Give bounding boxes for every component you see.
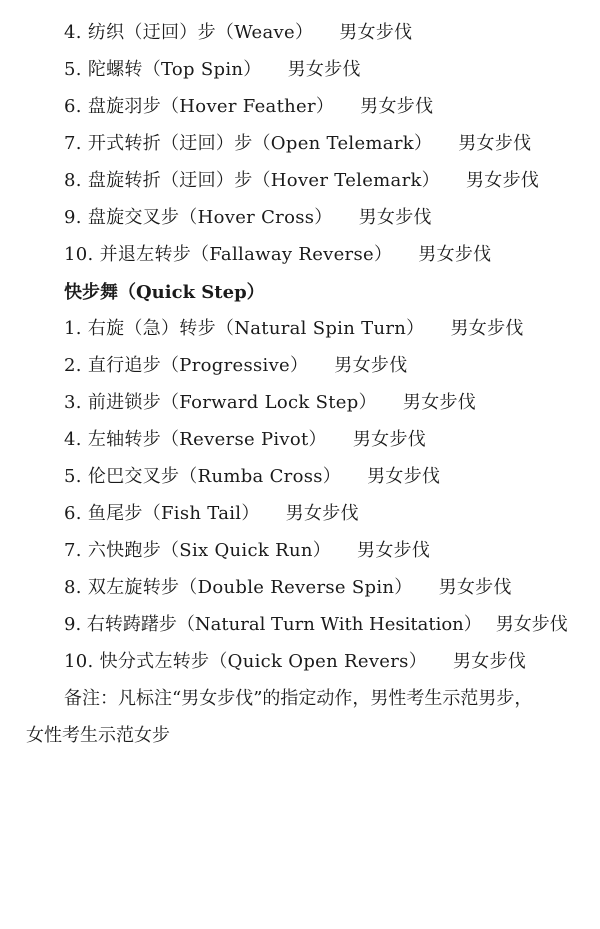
note-line-2: 女性考生示范女步 (26, 725, 170, 746)
item-number: 3. (64, 392, 82, 413)
section-heading: 快步舞（Quick Step） (64, 282, 265, 303)
item-number: 5. (64, 59, 82, 80)
item-number: 5. (64, 466, 82, 487)
item-text: 伦巴交叉步（Rumba Cross） (87, 466, 342, 487)
item-number: 9. (64, 207, 82, 228)
item-text: 六快跑步（Six Quick Run） (87, 540, 332, 561)
list-item (64, 428, 426, 452)
list-item (64, 650, 526, 674)
item-tag: 男女步伐 (418, 244, 492, 265)
item-text: 并退左转步（Fallaway Reverse） (99, 244, 393, 265)
item-number: 4. (64, 22, 82, 43)
item-tag: 男女步伐 (495, 614, 568, 635)
list-item (64, 132, 531, 156)
item-text: 右旋（急）转步（Natural Spin Turn） (87, 318, 425, 339)
item-text: 开式转折（迂回）步（Open Telemark） (87, 133, 433, 154)
list-item (64, 317, 524, 341)
item-tag: 男女步伐 (334, 355, 408, 376)
item-number: 8. (64, 577, 82, 598)
item-text: 陀螺转（Top Spin） (87, 59, 262, 80)
item-tag: 男女步伐 (402, 392, 477, 413)
item-text: 纺织（迂回）步（Weave） (87, 22, 314, 43)
item-number: 6. (64, 96, 82, 117)
item-number: 9. (64, 614, 82, 635)
item-text: 右转踌躇步（Natural Turn With Hesitation） (86, 614, 482, 635)
list-item (64, 391, 476, 415)
list-item (64, 95, 433, 119)
list-item (64, 576, 512, 600)
item-number: 10. (64, 244, 94, 265)
item-tag: 男女步伐 (357, 540, 431, 561)
item-tag: 男女步伐 (458, 133, 532, 154)
list-item (64, 21, 412, 45)
item-tag: 男女步伐 (465, 170, 540, 191)
list-item (64, 539, 430, 563)
item-tag: 男女步伐 (453, 651, 527, 672)
item-number: 6. (64, 503, 82, 524)
list-item (64, 354, 408, 378)
item-tag: 男女步伐 (339, 22, 413, 43)
item-tag: 男女步伐 (450, 318, 524, 339)
list-item (64, 58, 361, 82)
item-tag: 男女步伐 (287, 59, 361, 80)
item-text: 盘旋羽步（Hover Feather） (87, 96, 335, 117)
list-item (64, 169, 539, 193)
item-number: 4. (64, 429, 82, 450)
item-text: 盘旋交叉步（Hover Cross） (87, 207, 333, 228)
list-item (64, 206, 432, 230)
item-number: 8. (64, 170, 82, 191)
item-text: 快分式左转步（Quick Open Revers） (99, 651, 427, 672)
item-text: 双左旋转步（Double Reverse Spin） (87, 577, 413, 598)
item-text: 左轴转步（Reverse Pivot） (87, 429, 327, 450)
item-text: 直行追步（Progressive） (87, 355, 309, 376)
list-item (64, 613, 568, 637)
item-text: 鱼尾步（Fish Tail） (87, 503, 260, 524)
item-text: 前进锁步（Forward Lock Step） (87, 392, 377, 413)
item-tag: 男女步伐 (360, 96, 434, 117)
item-number: 2. (64, 355, 82, 376)
item-tag: 男女步伐 (367, 466, 441, 487)
list-item (64, 243, 491, 267)
item-tag: 男女步伐 (438, 577, 512, 598)
item-tag: 男女步伐 (352, 429, 427, 450)
item-number: 7. (64, 540, 82, 561)
item-number: 7. (64, 133, 82, 154)
item-number: 10. (64, 651, 94, 672)
item-tag: 男女步伐 (358, 207, 432, 228)
item-text: 盘旋转折（迂回）步（Hover Telemark） (87, 170, 440, 191)
list-item (64, 502, 359, 526)
item-tag: 男女步伐 (285, 503, 359, 524)
item-number: 1. (64, 318, 82, 339)
note-line-1: 备注：凡标注“男女步伐”的指定动作，男性考生示范男步， (64, 688, 533, 709)
list-item (64, 465, 440, 489)
